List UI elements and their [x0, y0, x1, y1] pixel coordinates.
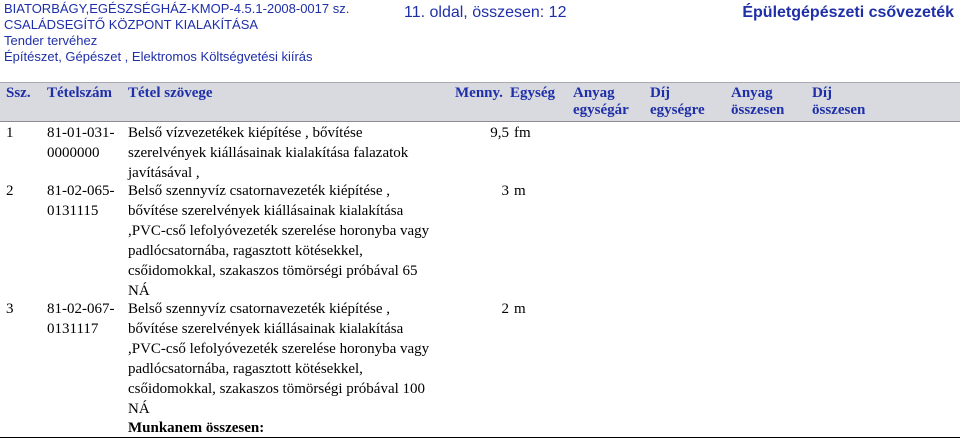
col-tetelszam: Tételszám [47, 85, 112, 101]
item-code [47, 123, 121, 163]
col-anyag-egysegar-line2: egységár [573, 102, 629, 118]
item-code-part2: 0000000 [47, 145, 100, 161]
col-dij-egysegre-line2: egységre [650, 102, 705, 118]
item-code-part2: 0131117 [47, 321, 99, 337]
col-ssz: Ssz. [6, 85, 31, 101]
col-dij-egysegre [650, 85, 705, 119]
project-title-line1: BIATORBÁGY,EGÉSZSÉGHÁZ-KMOP-4.5.1-2008-0017 sz. [4, 1, 350, 16]
col-anyag-egysegar-line1: Anyag [573, 85, 615, 101]
table-column-header [0, 82, 960, 122]
work-category-total-label: Munkanem összesen: [128, 420, 265, 436]
item-quantity: 9,5 [490, 125, 509, 141]
col-dij-osszesen [812, 85, 865, 119]
item-code [47, 181, 121, 221]
item-code-part1: 81-02-067- [47, 301, 115, 317]
item-code-part1: 81-02-065- [47, 183, 115, 199]
item-description-line: Belső szennyvíz csatornavezeték kiépítése , [128, 183, 390, 199]
item-description [128, 123, 458, 183]
project-subtitle: Tender tervéhez [4, 33, 98, 48]
col-menny: Menny. [455, 85, 503, 101]
item-unit: m [514, 183, 526, 199]
item-description-line: ,PVC-cső lefolyóvezeték szerelése horonyba vagy [128, 341, 430, 357]
item-description-line: javításával , [128, 165, 200, 181]
item-code-part2: 0131115 [47, 203, 99, 219]
col-anyag-osszesen-line1: Anyag [731, 85, 773, 101]
item-description-line: bővítése szerelvények kiállásainak kialakítása [128, 321, 404, 337]
col-anyag-egysegar [573, 85, 629, 119]
col-dij-osszesen-line1: Díj [812, 85, 832, 101]
col-anyag-osszesen [731, 85, 784, 119]
table-bottom-divider [0, 437, 960, 438]
item-description-line: csőidomokkal, szakaszos tömörségi próbával 65 [128, 263, 418, 279]
document-header [0, 0, 960, 70]
row-number: 2 [6, 183, 14, 199]
item-description-line: bővítése szerelvények kiállásainak kialakítása [128, 203, 404, 219]
col-dij-osszesen-line2: összesen [812, 102, 866, 118]
row-number: 3 [6, 301, 14, 317]
item-description [128, 299, 458, 419]
col-dij-egysegre-line1: Díj [650, 85, 670, 101]
item-code [47, 299, 121, 339]
item-description [128, 181, 458, 301]
section-title: Épületgépészeti csővezeték [742, 4, 954, 21]
item-quantity: 2 [501, 301, 509, 317]
col-anyag-osszesen-line2: összesen [731, 102, 785, 118]
page-info: 11. oldal, összesen: 12 [404, 4, 567, 21]
col-tetel-szovege: Tétel szövege [128, 85, 213, 101]
row-number: 1 [6, 125, 14, 141]
item-description-line: Belső szennyvíz csatornavezeték kiépítése , [128, 301, 390, 317]
item-description-line: Belső vízvezetékek kiépítése , bővítése [128, 125, 363, 141]
item-description-line: csőidomokkal, szakaszos tömörségi próbával 100 [128, 381, 426, 397]
item-description-line: padlócsatornába, ragasztott kötésekkel, [128, 243, 363, 259]
item-description-line: szerelvények kiállásainak kialakítása falazatok [128, 145, 409, 161]
item-unit: fm [514, 125, 531, 141]
item-unit: m [514, 301, 526, 317]
project-scope: Építészet, Gépészet , Elektromos Költségvetési kiírás [4, 49, 313, 64]
col-egyseg: Egység [510, 85, 555, 101]
item-description-line: NÁ [128, 401, 150, 417]
item-description-line: ,PVC-cső lefolyóvezeték szerelése horonyba vagy [128, 223, 430, 239]
item-code-part1: 81-01-031- [47, 125, 115, 141]
item-description-line: padlócsatornába, ragasztott kötésekkel, [128, 361, 363, 377]
project-title-line2: CSALÁDSEGÍTŐ KÖZPONT KIALAKÍTÁSA [4, 17, 259, 32]
item-description-line: NÁ [128, 283, 150, 299]
item-quantity: 3 [501, 183, 509, 199]
